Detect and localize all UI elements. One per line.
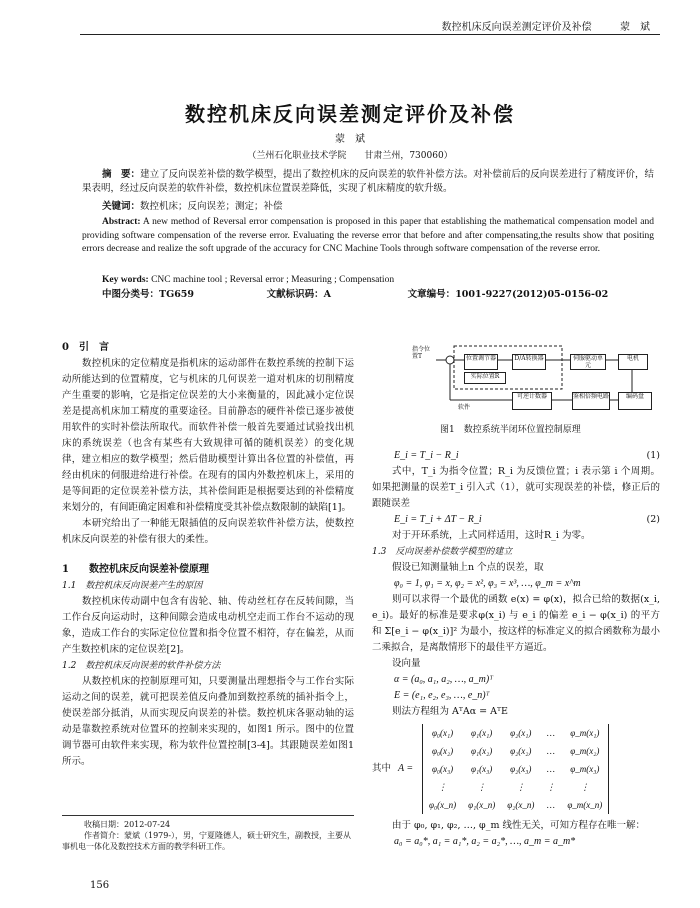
article-no-value: 1001-9227(2012)05-0156-02: [455, 289, 609, 300]
matrix-cell: φ₀(x_n): [429, 800, 457, 810]
normal-equation: 则法方程组为 AᵀAα = AᵀE: [392, 706, 508, 717]
left-column: [62, 340, 354, 770]
vector-alpha: α = (a₀, a₁, a₂, …, a_m)ᵀ: [394, 674, 494, 685]
fig-reversible-counter: 可逆计数器: [512, 392, 552, 410]
section-1-3-heading: 1.3 反向误差补偿数学模型的建立: [372, 547, 513, 557]
matrix-cell: φ_m(x₃): [570, 764, 600, 774]
equation-2-row: [372, 512, 660, 528]
doc-code-label: 文献标识码：: [266, 289, 324, 300]
matrix-cell: φ₂(x₃): [510, 764, 532, 774]
section-1-1-text: 数控机床传动副中包含有齿轮、轴、传动丝杠存在反转间隙，当工作台反向运动时，这种间隙会造成电动机空走而工作台不运动的现象，造成工作台的实际定位位置和指令位置不相符，存在偏差，从而产生数控机床的定位误差[2]。: [62, 596, 354, 655]
matrix-cell: φ₁(x₁): [471, 728, 493, 738]
matrix-row: [423, 724, 609, 742]
set-vector-text: 设向量: [392, 658, 421, 669]
header-rule: [80, 34, 660, 35]
basis-functions: φ₀ = 1, φ₁ = x, φ₂ = x², φ₃ = x³, …, φ_m = x^m: [394, 578, 581, 589]
page-number: 156: [90, 880, 110, 891]
abstract-cn-label: 摘 要：: [102, 169, 141, 180]
equation-1-row: [372, 448, 660, 464]
fig-actual-position: 实际位置R: [464, 372, 506, 384]
matrix-cell: φ₀(x₂): [431, 746, 454, 756]
matrix-cell: ⋮: [546, 782, 556, 792]
running-author: 蒙 斌: [620, 22, 650, 33]
equation-2-description: 对于开环系统，上式同样适用，这时R_i 为零。: [392, 530, 591, 541]
keywords-en-text: CNC machine tool ; Reversal error ; Measuring ; Compensation: [151, 275, 395, 285]
matrix-cell: …: [546, 800, 555, 810]
matrix-row: [423, 796, 609, 814]
matrix-cell: …: [546, 764, 555, 774]
fig-position-regulator: 位置调节器: [464, 354, 498, 370]
running-title: 数控机床反向误差测定评价及补偿: [441, 22, 592, 33]
keywords-en-label: Key words:: [102, 275, 149, 285]
matrix-cell: …: [546, 746, 555, 756]
article-no-label: 文章编号：: [407, 289, 456, 300]
matrix-a: [422, 724, 609, 814]
section-0-para-2: 本研究给出了一种能无限插值的反向误差软件补偿方法，使数控机床反向误差的补偿有很大的柔性。: [62, 518, 354, 545]
abstract-cn-text: 建立了反向误差补偿的数学模型，提出了数控机床的反向误差的软件补偿方法。对补偿前后的反向误差进行了精度评价，结果表明，经过反向误差的软件补偿，数控机床位置误差降低，实现了机床精度的软升级。: [82, 169, 654, 194]
fig-servo-unit: 伺服驱动单元: [570, 354, 606, 370]
section-1-heading: 1 数控机床反向误差补偿原理: [62, 564, 209, 575]
keywords-cn-label: 关键词：: [102, 201, 141, 212]
section-1-2-heading: 1.2 数控机床反向误差的软件补偿方法: [62, 661, 221, 671]
footnote-rule: [62, 815, 354, 816]
matrix-cell: φ₂(x₁): [510, 728, 532, 738]
matrix-cell: ⋮: [438, 782, 448, 792]
footnote-bio: 作者简介：蒙斌（1979-），男，宁夏隆德人，硕士研究生，副教授，主要从事机电一体化及数控技术方面的教学科研工作。: [62, 831, 352, 851]
matrix-cell: φ_m(x₂): [570, 746, 600, 756]
matrix-cell: …: [546, 728, 555, 738]
running-header: [442, 18, 650, 33]
matrix-cell: φ_m(x_n): [567, 800, 603, 810]
figure-1: [412, 344, 658, 414]
keywords-en: [102, 273, 654, 287]
abstract-en-text: A new method of Reversal error compensation is proposed in this paper that establishing the mathematical compensation model and providing software compensation of the reverse error. Evaluating the reverse error that before and after compensating,the results show that positing errors decrease and realize the soft upgrade of the accuracy for CNC Machine Tools through software compensation of the reverse error.: [82, 217, 654, 254]
abstract-en: [82, 216, 654, 257]
matrix-cell: φ₁(x_n): [468, 800, 496, 810]
matrix-label: A =: [398, 763, 414, 774]
matrix-cell: φ_m(x₁): [570, 728, 600, 738]
matrix-cell: φ₀(x₁): [431, 728, 454, 738]
fig-da-converter: D/A转换器: [512, 354, 546, 370]
fig-encoder: 编码盘: [618, 392, 652, 410]
abstract-cn: [82, 168, 654, 196]
matrix-cell: φ₁(x₃): [471, 764, 493, 774]
vector-e: E = (e₁, e₂, e₃, …, e_n)ᵀ: [394, 690, 490, 701]
matrix-where: 其中: [372, 763, 392, 774]
matrix-cell: ⋮: [580, 782, 590, 792]
unique-solution-text: 由于 φ₀, φ₁, φ₂, …, φ_m 线性无关，可知方程存在唯一解：: [392, 820, 645, 831]
right-column: [372, 448, 660, 850]
fig-motor: 电机: [618, 354, 648, 370]
equation-1-description: 式中，T_i 为指令位置；R_i 为反馈位置；i 表示第 i 个周期。如果把测量的误差T_i 引入式（1），就可实现误差的补偿，修正后的跟随误差: [372, 466, 660, 509]
matrix-row: [423, 760, 609, 778]
keywords-cn-text: 数控机床；反向误差；测定；补偿: [140, 201, 283, 212]
section-1-3-para-1: 假设已知测量轴上n 个点的误差，取: [392, 562, 544, 573]
affiliation: （兰州石化职业技术学院 甘肃兰州，730060）: [247, 151, 453, 161]
fig-command-label: 指令位置T: [412, 346, 434, 360]
keywords-cn: [102, 200, 654, 214]
paper-title: 数控机床反向误差测定评价及补偿: [185, 102, 515, 126]
section-0-para-1: 数控机床的定位精度是指机床的运动部件在数控系统的控制下运动所能达到的位置精度，它与机床的几何误差一道对机床的切削精度产生重要的影响，它是指定位误差的大小来衡量的，因此减小定位误差是提高机床加工精度的重要途径。目前静态的硬件补偿已逐步被使用软件的实时补偿法所取代。而软件补偿一般首先要通过试验找出机床的系统误差（也含有某些有大致规律可循的随机误差）的变化规律，建立相应的数学模型；然后借助模型计算出各位置的补偿值，再经由机床的伺服进给进行补偿。在现有的国内外数控机床上，采用的是等间距的定位误差补偿方法，其补偿间距是根据要达到的补偿精度来划分的，有间距确定困难和补偿精度受其补偿点数限制的缺陷[1]。: [62, 358, 354, 513]
footnote-received: 收稿日期：2012-07-24: [84, 820, 171, 829]
section-1-3-para-2: 则可以求得一个最优的函数 e(x) = φ(x)，拟合已给的数据(x_i, e_i)。最好的标准是要求φ(x_i) 与 e_i 的偏差 e_i − φ(x_i) 的平方和 Σ[e_i − φ(x_i)]² 为最小，按这样的标准定义的拟合函数称为最小二乘拟合，是离散情形下的最佳平方逼近。: [372, 594, 660, 653]
matrix-row: [423, 778, 609, 796]
author-name: 蒙 斌: [335, 134, 365, 145]
solution: a₀ = a₀*, a₁ = a₁*, a₂ = a₂*, …, a_m = a_m*: [394, 836, 576, 847]
abstract-en-label: Abstract:: [102, 217, 141, 227]
clc-label: 中图分类号：: [102, 289, 160, 300]
equation-1-number: (1): [646, 450, 660, 461]
equation-1: E_i = T_i − R_i: [394, 450, 459, 461]
matrix-block: [372, 724, 660, 814]
matrix-cell: ⋮: [516, 782, 526, 792]
fig-phase-circuit: 鉴相倍频电路: [572, 392, 610, 410]
section-1-1-heading: 1.1 数控机床反向误差产生的原因: [62, 581, 203, 591]
section-1-2-text: 从数控机床的控制原理可知，只要测量出理想指令与工作台实际运动之间的误差，就可把误差值反向叠加到数控系统的插补指令上，使误差部分抵消，从而实现反向误差的补偿。数控机床各驱动轴的运动是靠数控系统对位置环的控制来实现的，如图1 所示。图中的位置调节器可由软件来实现，称为软件位置控制[3-4]。其跟随误差如图1所示。: [62, 676, 354, 767]
matrix-cell: φ₂(x_n): [507, 800, 535, 810]
matrix-cell: φ₂(x₂): [510, 746, 532, 756]
equation-2-number: (2): [646, 514, 660, 525]
footnote: [62, 819, 354, 852]
figure-1-caption: 图1 数控系统半闭环位置控制原理: [440, 425, 581, 435]
section-0-heading: 0 引 言: [62, 342, 109, 353]
matrix-cell: φ₁(x₂): [471, 746, 493, 756]
matrix-cell: ⋮: [477, 782, 487, 792]
clc-value: TG659: [159, 289, 195, 300]
matrix-cell: φ₀(x₃): [431, 764, 454, 774]
equation-2: E_i = T_i + ΔT − R_i: [394, 514, 482, 525]
doc-code-value: A: [323, 289, 332, 300]
matrix-row: [423, 742, 609, 760]
classification-line: [102, 288, 662, 302]
fig-software-label: 软件: [452, 404, 476, 414]
